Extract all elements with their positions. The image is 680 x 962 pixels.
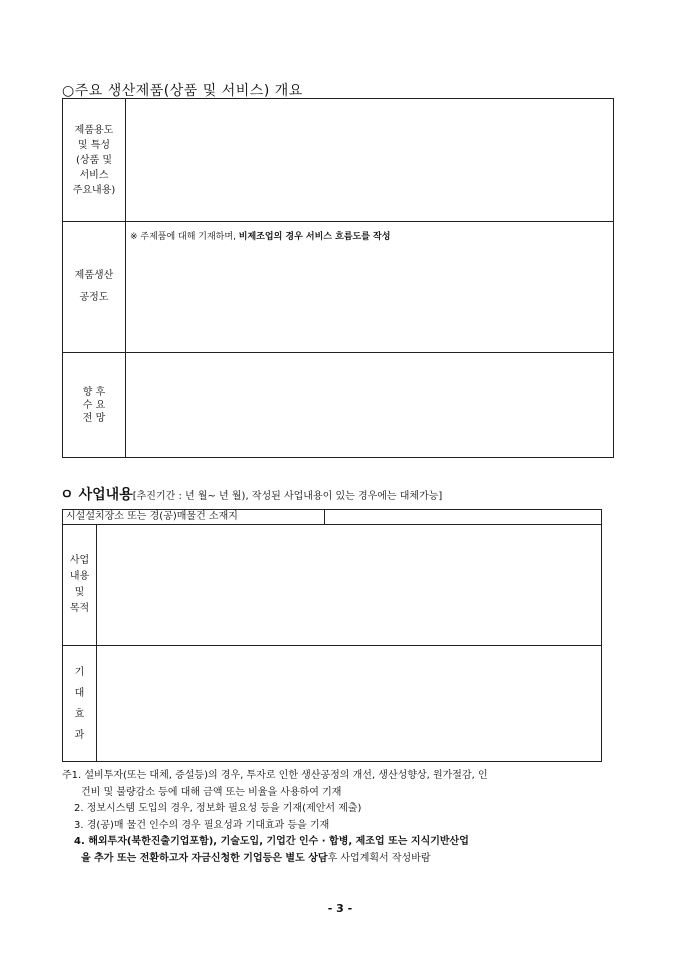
table-row xyxy=(63,99,614,222)
row-label-business-purpose: 사업 내용 및 목적 xyxy=(63,525,97,646)
note-1a: 주1. 설비투자(또는 대체, 증설등)의 경우, 투자로 인한 생산공정의 개선, 생산성향상, 원가절감, 인 xyxy=(62,770,488,781)
location-row xyxy=(62,509,602,525)
page-number: - 3 - xyxy=(327,902,353,915)
section1-title: ○주요 생산제품(상품 및 서비스) 개요 xyxy=(62,83,303,99)
expected-effect-cell[interactable] xyxy=(97,646,602,762)
process-note: ※ 주제품에 대해 기재하며, 비제조업의 경우 서비스 흐름도를 작성 xyxy=(130,232,391,242)
table-row xyxy=(63,525,602,646)
note-1b: 건비 및 불량감소 등에 대해 금액 또는 비율을 사용하여 기재 xyxy=(81,786,342,798)
table-row xyxy=(63,222,614,353)
row-label-process: 제품생산 공정도 xyxy=(63,222,126,353)
table-row xyxy=(63,353,614,458)
row-label-product-use: 제품용도 및 특성 (상품 및 서비스 주요내용) xyxy=(63,99,126,222)
footnotes xyxy=(62,768,488,867)
row-label-outlook: 향 후 수 요 전 망 xyxy=(63,353,126,458)
note-2: 2. 정보시스템 도입의 경우, 정보화 필요성 등을 기재(제안서 제출) xyxy=(74,803,362,814)
row-label-expected-effect: 기 대 효 과 xyxy=(63,646,97,762)
note-4b: 을 추가 또는 전환하고자 자금신청한 기업등은 별도 상담후 사업계획서 작성바람 xyxy=(81,852,431,864)
product-overview-table xyxy=(62,98,614,458)
product-use-cell[interactable] xyxy=(126,99,614,222)
business-purpose-cell[interactable] xyxy=(97,525,602,646)
outlook-cell[interactable] xyxy=(126,353,614,458)
location-label: 시설설치장소 또는 경(공)매물건 소재지 xyxy=(63,510,325,524)
business-content-table xyxy=(62,524,602,762)
note-3: 3. 경(공)매 물건 인수의 경우 필요성과 기대효과 등을 기재 xyxy=(74,819,330,831)
table-row xyxy=(63,646,602,762)
section2-title: ㅇ 사업내용[추진기간 : 년 월~ 년 월), 작성된 사업내용이 있는 경우에는 대체가능] xyxy=(60,487,443,503)
note-4a: 4. 해외투자(북한진출기업포함), 기술도입, 기업간 인수 · 합병, 제조업 또는 지식기반산업 xyxy=(74,836,469,847)
process-cell[interactable] xyxy=(126,222,614,353)
